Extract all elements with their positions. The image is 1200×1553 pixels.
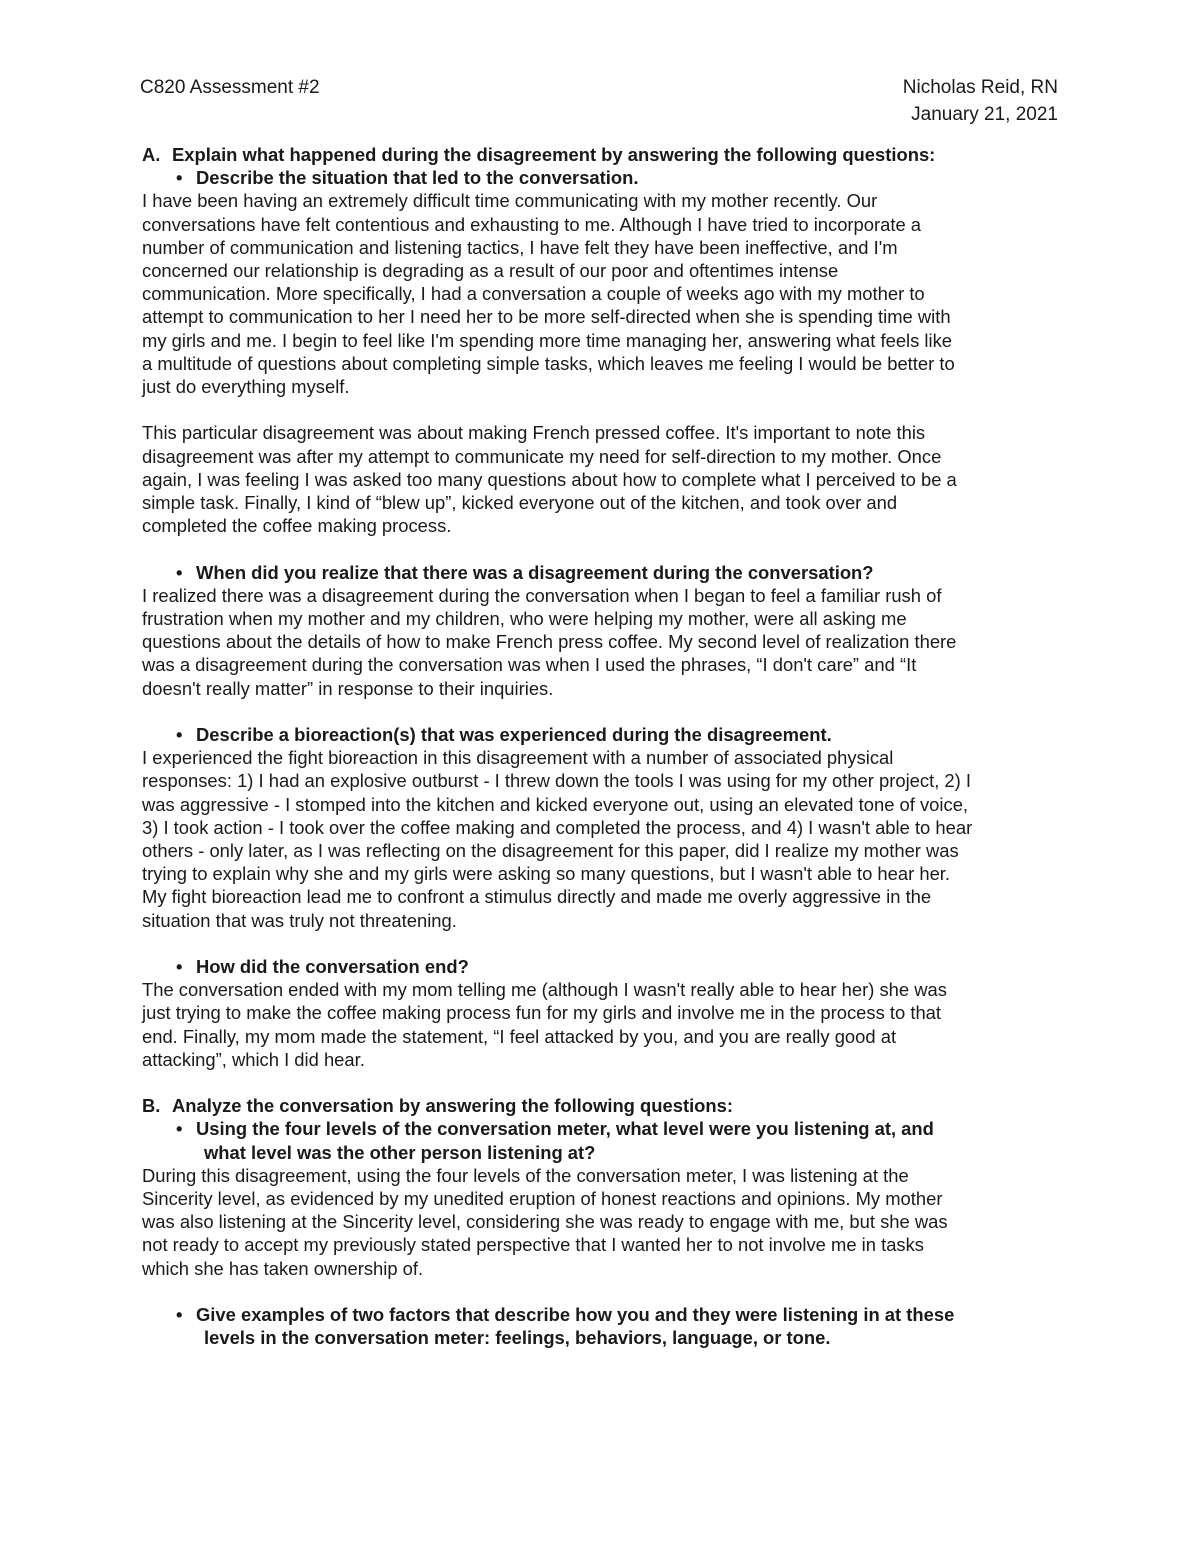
question-a2-text: When did you realize that there was a disagreement during the conversation? xyxy=(196,561,874,583)
question-a1 xyxy=(142,166,1062,189)
section-a-letter: A. xyxy=(142,144,161,165)
text-line: I have been having an extremely difficult time communicating with my mother recently. Our xyxy=(142,190,878,212)
text-line: doesn't really matter” in response to their inquiries. xyxy=(142,677,554,699)
text-line: This particular disagreement was about making French pressed coffee. It's important to note this xyxy=(142,422,926,444)
answer-a4 xyxy=(142,978,1062,1071)
question-b1-line-2: what level was the other person listening at? xyxy=(204,1141,596,1163)
question-a1-text: Describe the situation that led to the conversation. xyxy=(196,167,639,189)
question-b1 xyxy=(142,1117,1062,1163)
bullet-icon: • xyxy=(176,724,183,746)
text-line: responses: 1) I had an explosive outburst - I threw down the tools I was using for my other project, 2) I xyxy=(142,770,972,792)
text-line: attempt to communication to her I need her to be more self-directed when she is spending time with xyxy=(142,306,951,328)
text-line: again, I was feeling I was asked too many questions about how to complete what I perceived to be a xyxy=(142,468,957,490)
section-b-title: Analyze the conversation by answering the following questions: xyxy=(172,1095,733,1117)
text-line: was also listening at the Sincerity level, considering she was ready to engage with me, but she was xyxy=(142,1211,948,1233)
text-line: number of communication and listening tactics, I have felt they have been ineffective, and I'm xyxy=(142,236,898,258)
text-line: My fight bioreaction lead me to confront a stimulus directly and made me overly aggressive in the xyxy=(142,886,932,908)
text-line: simple task. Finally, I kind of “blew up”, kicked everyone out of the kitchen, and took over and xyxy=(142,492,898,514)
author-name: Nicholas Reid, RN xyxy=(902,77,1058,98)
text-line: questions about the details of how to make French press coffee. My second level of realization there xyxy=(142,631,957,653)
question-b1-line-1: Using the four levels of the conversation meter, what level were you listening at, and xyxy=(196,1118,934,1140)
question-b2 xyxy=(142,1303,1062,1349)
question-b2-line-2: levels in the conversation meter: feelings, behaviors, language, or tone. xyxy=(204,1327,831,1349)
section-a-title: Explain what happened during the disagreement by answering the following questions: xyxy=(172,144,936,165)
answer-a1-paragraph-2 xyxy=(142,421,1062,537)
text-line: conversations have felt contentious and exhausting to me. Although I have tried to incorporate a xyxy=(142,213,922,235)
answer-a1-paragraph-1 xyxy=(142,189,1062,398)
question-a3-text: Describe a bioreaction(s) that was experienced during the disagreement. xyxy=(196,724,832,746)
text-line: Sincerity level, as evidenced by my unedited eruption of honest reactions and opinions. My mother xyxy=(142,1188,943,1210)
text-line: concerned our relationship is degrading as a result of our poor and oftentimes intense xyxy=(142,260,839,282)
answer-a3 xyxy=(142,746,1062,932)
bullet-icon: • xyxy=(176,561,183,583)
text-line: situation that was truly not threatening. xyxy=(142,909,457,931)
bullet-icon: • xyxy=(176,1304,183,1326)
text-line: which she has taken ownership of. xyxy=(142,1257,424,1279)
course-title: C820 Assessment #2 xyxy=(140,77,320,98)
text-line: trying to explain why she and my girls were asking so many questions, but I wasn't able to hear her. xyxy=(142,863,951,885)
document-date: January 21, 2021 xyxy=(911,104,1058,125)
section-b-heading xyxy=(142,1094,1062,1117)
question-a4 xyxy=(142,955,1062,978)
author-block xyxy=(903,76,1058,130)
text-line: was a disagreement during the conversation was when I used the phrases, “I don't care” and “It xyxy=(142,654,917,676)
text-line: just trying to make the coffee making process fun for my girls and involve me in the process to that xyxy=(142,1002,942,1024)
text-line: 3) I took action - I took over the coffee making and completed the process, and 4) I wasn't able to hear xyxy=(142,816,973,838)
text-line: end. Finally, my mom made the statement, “I feel attacked by you, and you are really good at xyxy=(142,1025,897,1047)
text-line: completed the coffee making process. xyxy=(142,515,452,537)
text-line: a multitude of questions about completing simple tasks, which leaves me feeling I would be better to xyxy=(142,352,955,374)
bullet-icon: • xyxy=(176,167,183,189)
question-a4-text: How did the conversation end? xyxy=(196,956,469,978)
text-line: During this disagreement, using the four levels of the conversation meter, I was listening at the xyxy=(142,1164,909,1186)
text-line: I realized there was a disagreement during the conversation when I began to feel a familiar rush of xyxy=(142,584,942,606)
text-line: I experienced the fight bioreaction in this disagreement with a number of associated physical xyxy=(142,747,894,769)
text-line: communication. More specifically, I had a conversation a couple of weeks ago with my mother to xyxy=(142,283,925,305)
text-line: The conversation ended with my mom telling me (although I wasn't really able to hear her) she was xyxy=(142,979,947,1001)
answer-b1 xyxy=(142,1164,1062,1280)
text-line: my girls and me. I begin to feel like I'm spending more time managing her, answering what feels like xyxy=(142,329,953,351)
document-body xyxy=(142,143,1062,1349)
question-a2 xyxy=(142,561,1062,584)
text-line: attacking”, which I did hear. xyxy=(142,1048,365,1070)
section-b-letter: B. xyxy=(142,1095,161,1117)
text-line: was aggressive - I stomped into the kitchen and kicked everyone out, using an elevated tone of voice, xyxy=(142,793,969,815)
text-line: others - only later, as I was reflecting on the disagreement for this paper, did I realize my mother was xyxy=(142,840,959,862)
bullet-icon: • xyxy=(176,956,183,978)
text-line: disagreement was after my attempt to communicate my need for self-direction to my mother. Once xyxy=(142,445,942,467)
question-b2-line-1: Give examples of two factors that describe how you and they were listening in at these xyxy=(196,1304,955,1326)
answer-a2 xyxy=(142,584,1062,700)
bullet-icon: • xyxy=(176,1118,183,1140)
text-line: not ready to accept my previously stated perspective that I wanted her to not involve me in tasks xyxy=(142,1234,925,1256)
question-a3 xyxy=(142,723,1062,746)
text-line: just do everything myself. xyxy=(142,376,350,398)
text-line: frustration when my mother and my children, who were helping my mother, were all asking me xyxy=(142,608,907,630)
section-a-heading xyxy=(142,143,1062,166)
